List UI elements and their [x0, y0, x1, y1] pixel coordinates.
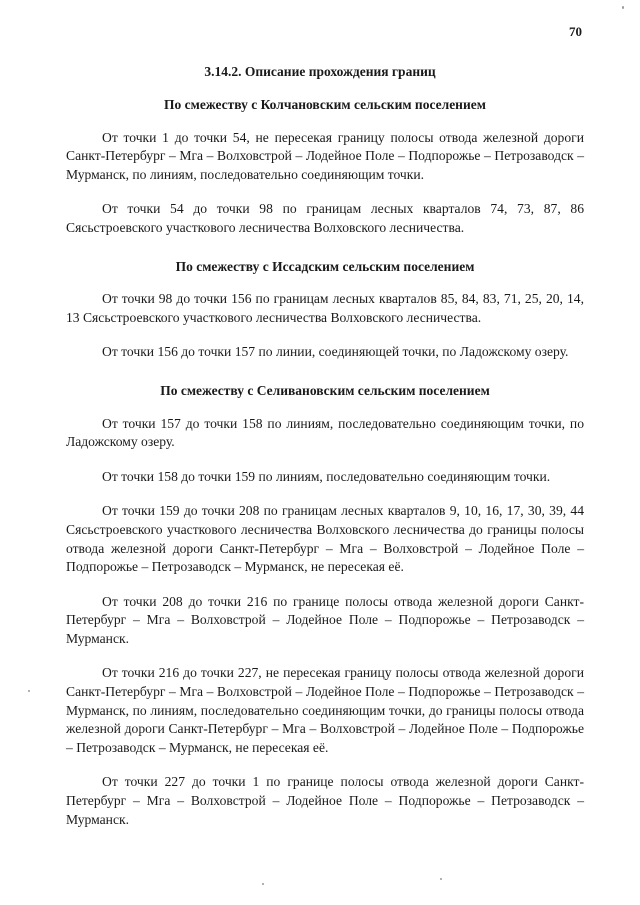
- scan-speck: [262, 883, 264, 885]
- section-title: 3.14.2. Описание прохождения границ: [204, 64, 436, 79]
- paragraph: От точки 54 до точки 98 по границам лесных кварталов 74, 73, 87, 86 Сясьстроевского участкового лесничества Волховского лесничества.: [66, 201, 584, 235]
- section-heading-kolchanovskoe: По смежеству с Колчановским сельским поселением: [164, 97, 486, 112]
- section-heading-selivanovskoe: По смежеству с Селивановским сельским поселением: [160, 382, 490, 398]
- scan-speck: [28, 690, 30, 692]
- paragraph: От точки 159 до точки 208 по границам лесных кварталов 9, 10, 16, 17, 30, 39, 44 Сясьстроевского участкового лесничества Волховского лесничества до границы полосы отвода железной дороги Санкт-Петербург – Мга – Волховстрой – Лодейное Поле – Подпорожье – Петрозаводск – Мурманск, не пересекая её.: [66, 503, 584, 575]
- paragraph: От точки 156 до точки 157 по линии, соединяющей точки, по Ладожскому озеру.: [102, 344, 569, 360]
- paragraph: От точки 98 до точки 156 по границам лесных кварталов 85, 84, 83, 71, 25, 20, 14, 13 Сясьстроевского участкового лесничества Волховского лесничества.: [66, 291, 584, 325]
- paragraph: От точки 216 до точки 227, не пересекая границу полосы отвода железной дороги Санкт-Петербург – Мга – Волховстрой – Лодейное Поле – Подпорожье – Петрозаводск – Мурманск, по линиям, последовательно соединяющим точки, до границы полосы отвода железной дороги Санкт-Петербург – Мга – Волховстрой – Лодейное Поле – Подпорожье – Петрозаводск – Мурманск, не пересекая её.: [66, 665, 584, 755]
- section-heading-issadskoe: По смежеству с Иссадским сельским поселением: [175, 258, 475, 274]
- scan-speck: [440, 878, 442, 880]
- page-number: 70: [569, 24, 582, 39]
- paragraph: От точки 1 до точки 54, не пересекая границу полосы отвода железной дороги Санкт-Петербург – Мга – Волховстрой – Лодейное Поле – Подпорожье – Петрозаводск – Мурманск, по линиям, последовательно соединяющим точки.: [66, 129, 584, 182]
- paragraph: От точки 157 до точки 158 по линиям, последовательно соединяющим точки, по Ладожскому озеру.: [66, 415, 584, 450]
- paragraph: От точки 208 до точки 216 по границе полосы отвода железной дороги Санкт-Петербург – Мга – Волховстрой – Лодейное Поле – Подпорожье – Петрозаводск – Мурманск.: [66, 593, 584, 646]
- scan-speck: [622, 6, 624, 9]
- paragraph: От точки 158 до точки 159 по линиям, последовательно соединяющим точки.: [102, 468, 551, 484]
- paragraph: От точки 227 до точки 1 по границе полосы отвода железной дороги Санкт-Петербург – Мга – Волховстрой – Лодейное Поле – Подпорожье – Петрозаводск – Мурманск.: [66, 774, 584, 827]
- document-body: [66, 96, 584, 845]
